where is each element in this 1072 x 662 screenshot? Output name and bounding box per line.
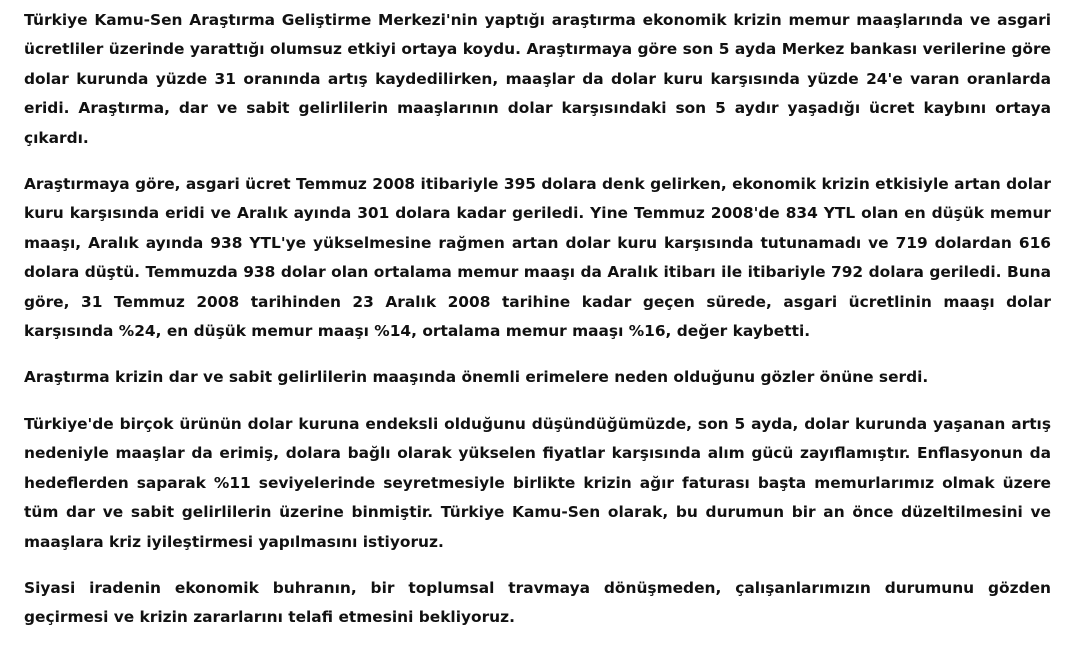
paragraph-crisis-impact: Araştırma krizin dar ve sabit gelirlilerin maaşında önemli erimelere neden olduğunu gözler önüne serdi. [24, 368, 929, 387]
paragraph-expectation: Siyasi iradenin ekonomik buhranın, bir toplumsal travmaya dönüşmeden, çalışanlarımızın durumunu gözden geçirmesi ve krizin zararlarını telafi etmesini bekliyoruz. [24, 578, 1051, 627]
paragraph-wage-figures: Araştırmaya göre, asgari ücret Temmuz 2008 itibariyle 395 dolara denk gelirken, ekonomik krizin etkisiyle artan dolar kuru karşısında eridi ve Aralık ayında 301 dolara kadar geriledi. Yine Temmuz 2008'de 834 YTL olan en düşük memur maaşı, Aralık ayında 938 YTL'ye yükselmesine rağmen artan dolar kuru karşısında tutunamadı ve 719 dolardan 616 dolara düştü. Temmuzda 938 dolar olan ortalama memur maaşı da Aralık itibarı ile itibariyle 792 dolara geriledi. Buna göre, 31 Temmuz 2008 tarihinden 23 Aralık 2008 tarihine kadar geçen sürede, asgari ücretlinin maaşı dolar karşısında %24, en düşük memur maaşı %14, ortalama memur maaşı %16, değer kaybetti. [24, 175, 1051, 341]
article-body [24, 6, 1051, 633]
paragraph-purchasing-power: Türkiye'de birçok ürünün dolar kuruna endeksli olduğunu düşündüğümüzde, son 5 ayda, dolar kurunda yaşanan artış nedeniyle maaşlar da erimiş, dolara bağlı olarak yükselen fiyatlar karşısında alım gücü zayıflamıştır. Enflasyonun da hedeflerden saparak %11 seviyelerinde seyretmesiyle birlikte krizin ağır faturası başta memurlarımız olmak üzere tüm dar ve sabit gelirlilerin üzerine binmiştir. Türkiye Kamu-Sen olarak, bu durumun bir an önce düzeltilmesini ve maaşlara kriz iyileştirmesi yapılmasını istiyoruz. [24, 414, 1051, 551]
paragraph-research-summary: Türkiye Kamu-Sen Araştırma Geliştirme Merkezi'nin yaptığı araştırma ekonomik krizin memur maaşlarında ve asgari ücretliler üzerinde yarattığı olumsuz etkiyi ortaya koydu. Araştırmaya göre son 5 ayda Merkez bankası verilerine göre dolar kurunda yüzde 31 oranında artış kaydedilirken, maaşlar da dolar kuru karşısında yüzde 24'e varan oranlarda eridi. Araştırma, dar ve sabit gelirlilerin maaşlarının dolar karşısındaki son 5 aydır yaşadığı ücret kaybını ortaya çıkardı. [24, 11, 1051, 147]
